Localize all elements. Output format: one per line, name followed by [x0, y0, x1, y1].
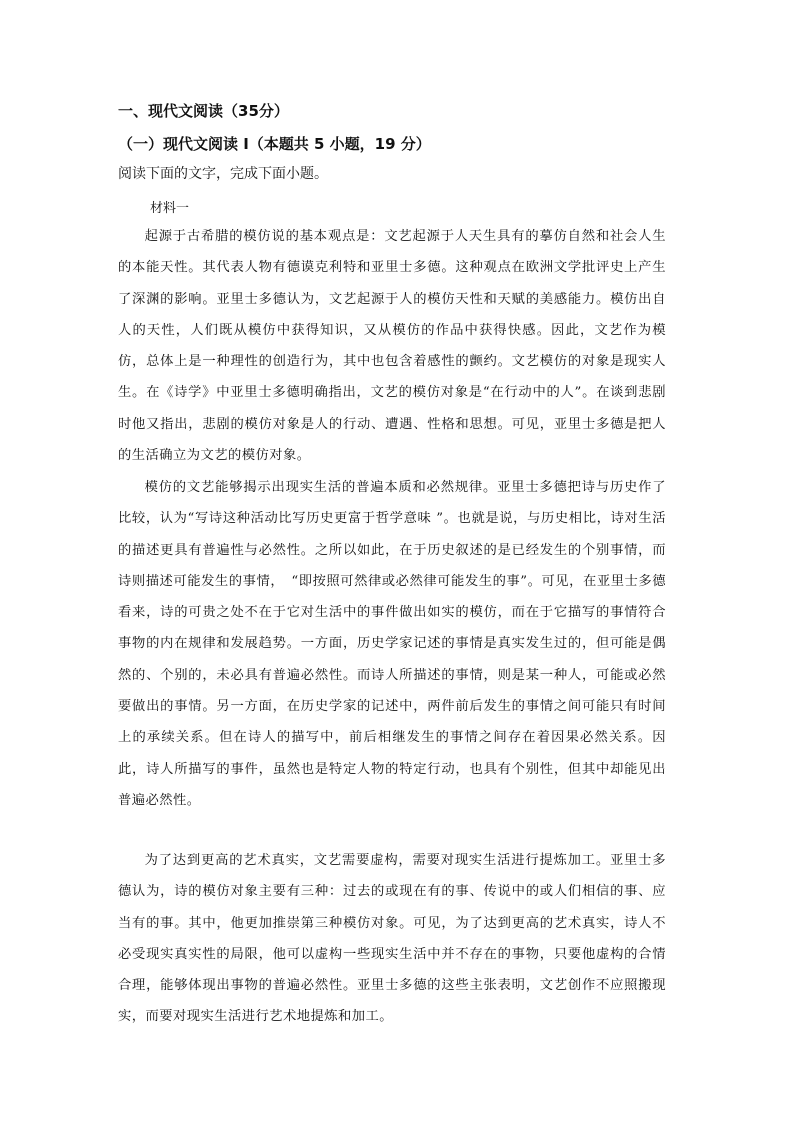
subsection-title: （一）现代文阅读 I（本题共 5 小题，19 分）: [118, 135, 431, 153]
reading-instruction: 阅读下面的文字，完成下面小题。: [118, 166, 328, 182]
paragraph: 模仿的文艺能够揭示出现实生活的普遍本质和必然规律。亚里士多德把诗与历史作了比较，认为“写诗这种活动比写历史更富于哲学意味 ”。也就是说，与历史相比，诗对生活的描述更具有普遍性与必然性。之所以如此，在于历史叙述的是已经发生的个别事情，而诗则描述可能发生的事情， “即按照可然律或必然律可能发生的事”。可见，在亚里士多德看来，诗的可贵之处不在于它对生活中的事件做出如实的模仿，而在于它描写的事情符合事物的内在规律和发展趋势。一方面，历史学家记述的事情是真实发生过的，但可能是偶然的、个别的，未必具有普遍必然性。而诗人所描述的事情，则是某一种人，可能或必然要做出的事情。另一方面，在历史学家的记述中，两件前后发生的事情之间可能只有时间上的承续关系。但在诗人的描写中，前后相继发生的事情之间存在着因果必然关系。因此，诗人所描写的事件，虽然也是特定人物的特定行动，也具有个别性，但其中却能见出普遍必然性。: [118, 480, 666, 808]
paragraph: 为了达到更高的艺术真实，文艺需要虚构，需要对现实生活进行提炼加工。亚里士多德认为，诗的模仿对象主要有三种：过去的或现在有的事、传说中的或人们相信的事、应当有的事。其中，他更加推崇第三种模仿对象。可见，为了达到更高的艺术真实，诗人不必受现实真实性的局限，他可以虚构一些现实生活中并不存在的事物，只要他虚构的合情合理，能够体现出事物的普遍必然性。亚里士多德的这些主张表明，文艺创作不应照搬现实，而要对现实生活进行艺术地提炼和加工。: [118, 853, 666, 1025]
material-label: 材料一: [150, 201, 190, 216]
paragraph: 起源于古希腊的模仿说的基本观点是：文艺起源于人天生具有的摹仿自然和社会人生的本能天性。其代表人物有德谟克利特和亚里士多德。这种观点在欧洲文学批评史上产生了深渊的影响。亚里士多德认为，文艺起源于人的模仿天性和天赋的美感能力。模仿出自人的天性，人们既从模仿中获得知识，又从模仿的作品中获得快感。因此，文艺作为模仿，总体上是一种理性的创造行为，其中也包含着感性的颤约。文艺模仿的对象是现实人生。在《诗学》中亚里士多德明确指出，文艺的模仿对象是“在行动中的人”。在谈到悲剧时他又指出，悲剧的模仿对象是人的行动、遭遇、性格和思想。可见，亚里士多德是把人的生活确立为文艺的模仿对象。: [118, 229, 666, 464]
section-title: 一、现代文阅读（35分）: [118, 102, 289, 120]
